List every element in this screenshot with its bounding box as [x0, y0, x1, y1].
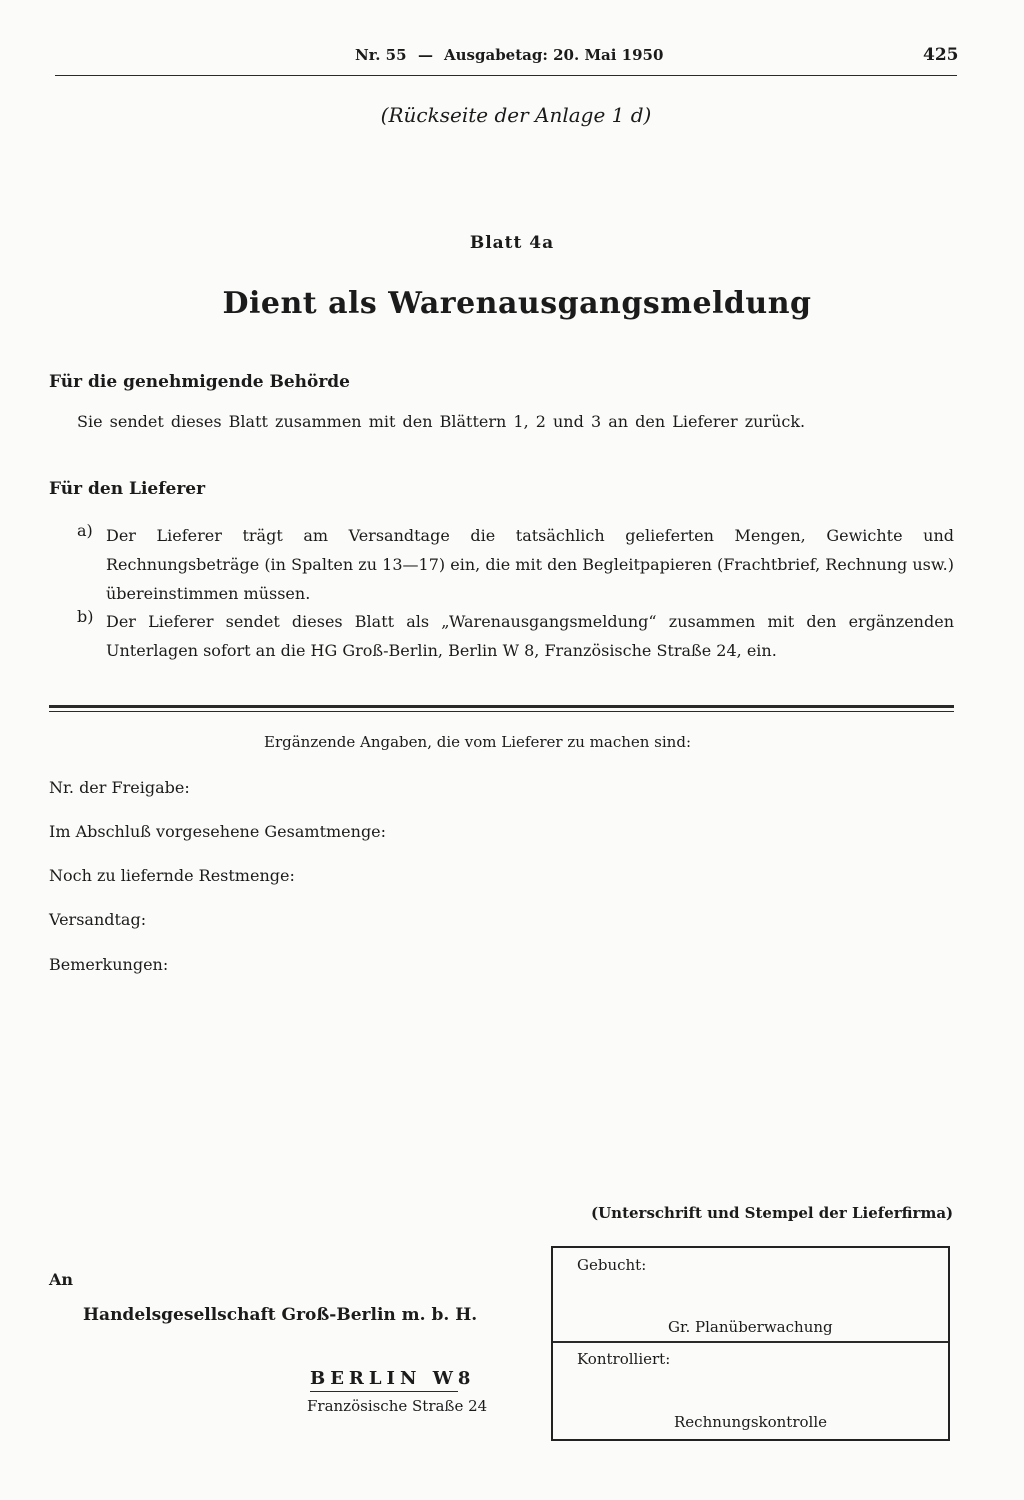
list-item: Der Lieferer sendet dieses Blatt als „Warenausgangsmeldung“ zusammen mit den ergänzenden Unterlagen sofort an die HG Groß-Berlin, Berlin W 8, Französische Straße 24, ein.: [106, 612, 954, 660]
booked-label: Gebucht:: [577, 1256, 647, 1274]
city-underline: [310, 1391, 458, 1392]
address-company: Handelsgesellschaft Groß-Berlin m. b. H.: [83, 1305, 478, 1325]
field-remarks: Bemerkungen:: [49, 955, 169, 974]
authority-heading: Für die genehmigende Behörde: [49, 372, 350, 392]
invoice-label: Rechnungskontrolle: [674, 1413, 827, 1431]
list-marker: a): [77, 521, 93, 540]
address-street: Französische Straße 24: [307, 1397, 488, 1415]
header-rule: [55, 75, 957, 76]
subtitle: (Rückseite der Anlage 1 d): [380, 103, 652, 127]
planning-label: Gr. Planüberwachung: [668, 1318, 833, 1336]
field-shipping-date: Versandtag:: [49, 910, 147, 929]
supplier-heading: Für den Lieferer: [49, 479, 206, 499]
list-item: Der Lieferer trägt am Versandtage die tatsächlich gelieferten Mengen, Gewichte und Rechnungsbeträge (in Spalten zu 13—17) ein, die mit den Begleitpapieren (Frachtbrief, Rechnung usw.) übereinstimmen müssen.: [106, 526, 954, 603]
header-dash: —: [418, 46, 433, 64]
signature-label: (Unterschrift und Stempel der Lieferfirma): [591, 1204, 954, 1222]
stamp-box: [551, 1246, 950, 1441]
section-rule: [49, 705, 954, 708]
address-city: BERLIN W8: [310, 1368, 476, 1389]
field-total-quantity: Im Abschluß vorgesehene Gesamtmenge:: [49, 822, 387, 841]
supplementary-caption: Ergänzende Angaben, die vom Lieferer zu machen sind:: [264, 733, 691, 751]
page-number: 425: [923, 45, 959, 65]
issue-date: Ausgabetag: 20. Mai 1950: [444, 46, 664, 64]
field-release-number: Nr. der Freigabe:: [49, 778, 190, 797]
list-marker: b): [77, 607, 94, 626]
checked-label: Kontrolliert:: [577, 1350, 671, 1368]
section-rule: [49, 711, 954, 712]
issue-number: Nr. 55: [355, 46, 407, 64]
authority-text: Sie sendet dieses Blatt zusammen mit den Blättern 1, 2 und 3 an den Lieferer zurück.: [77, 412, 806, 431]
main-title: Dient als Warenausgangsmeldung: [222, 286, 812, 321]
address-to: An: [49, 1270, 74, 1289]
stamp-box-divider: [553, 1341, 948, 1343]
sheet-label: Blatt 4a: [469, 233, 555, 253]
field-remaining-quantity: Noch zu liefernde Restmenge:: [49, 866, 295, 885]
